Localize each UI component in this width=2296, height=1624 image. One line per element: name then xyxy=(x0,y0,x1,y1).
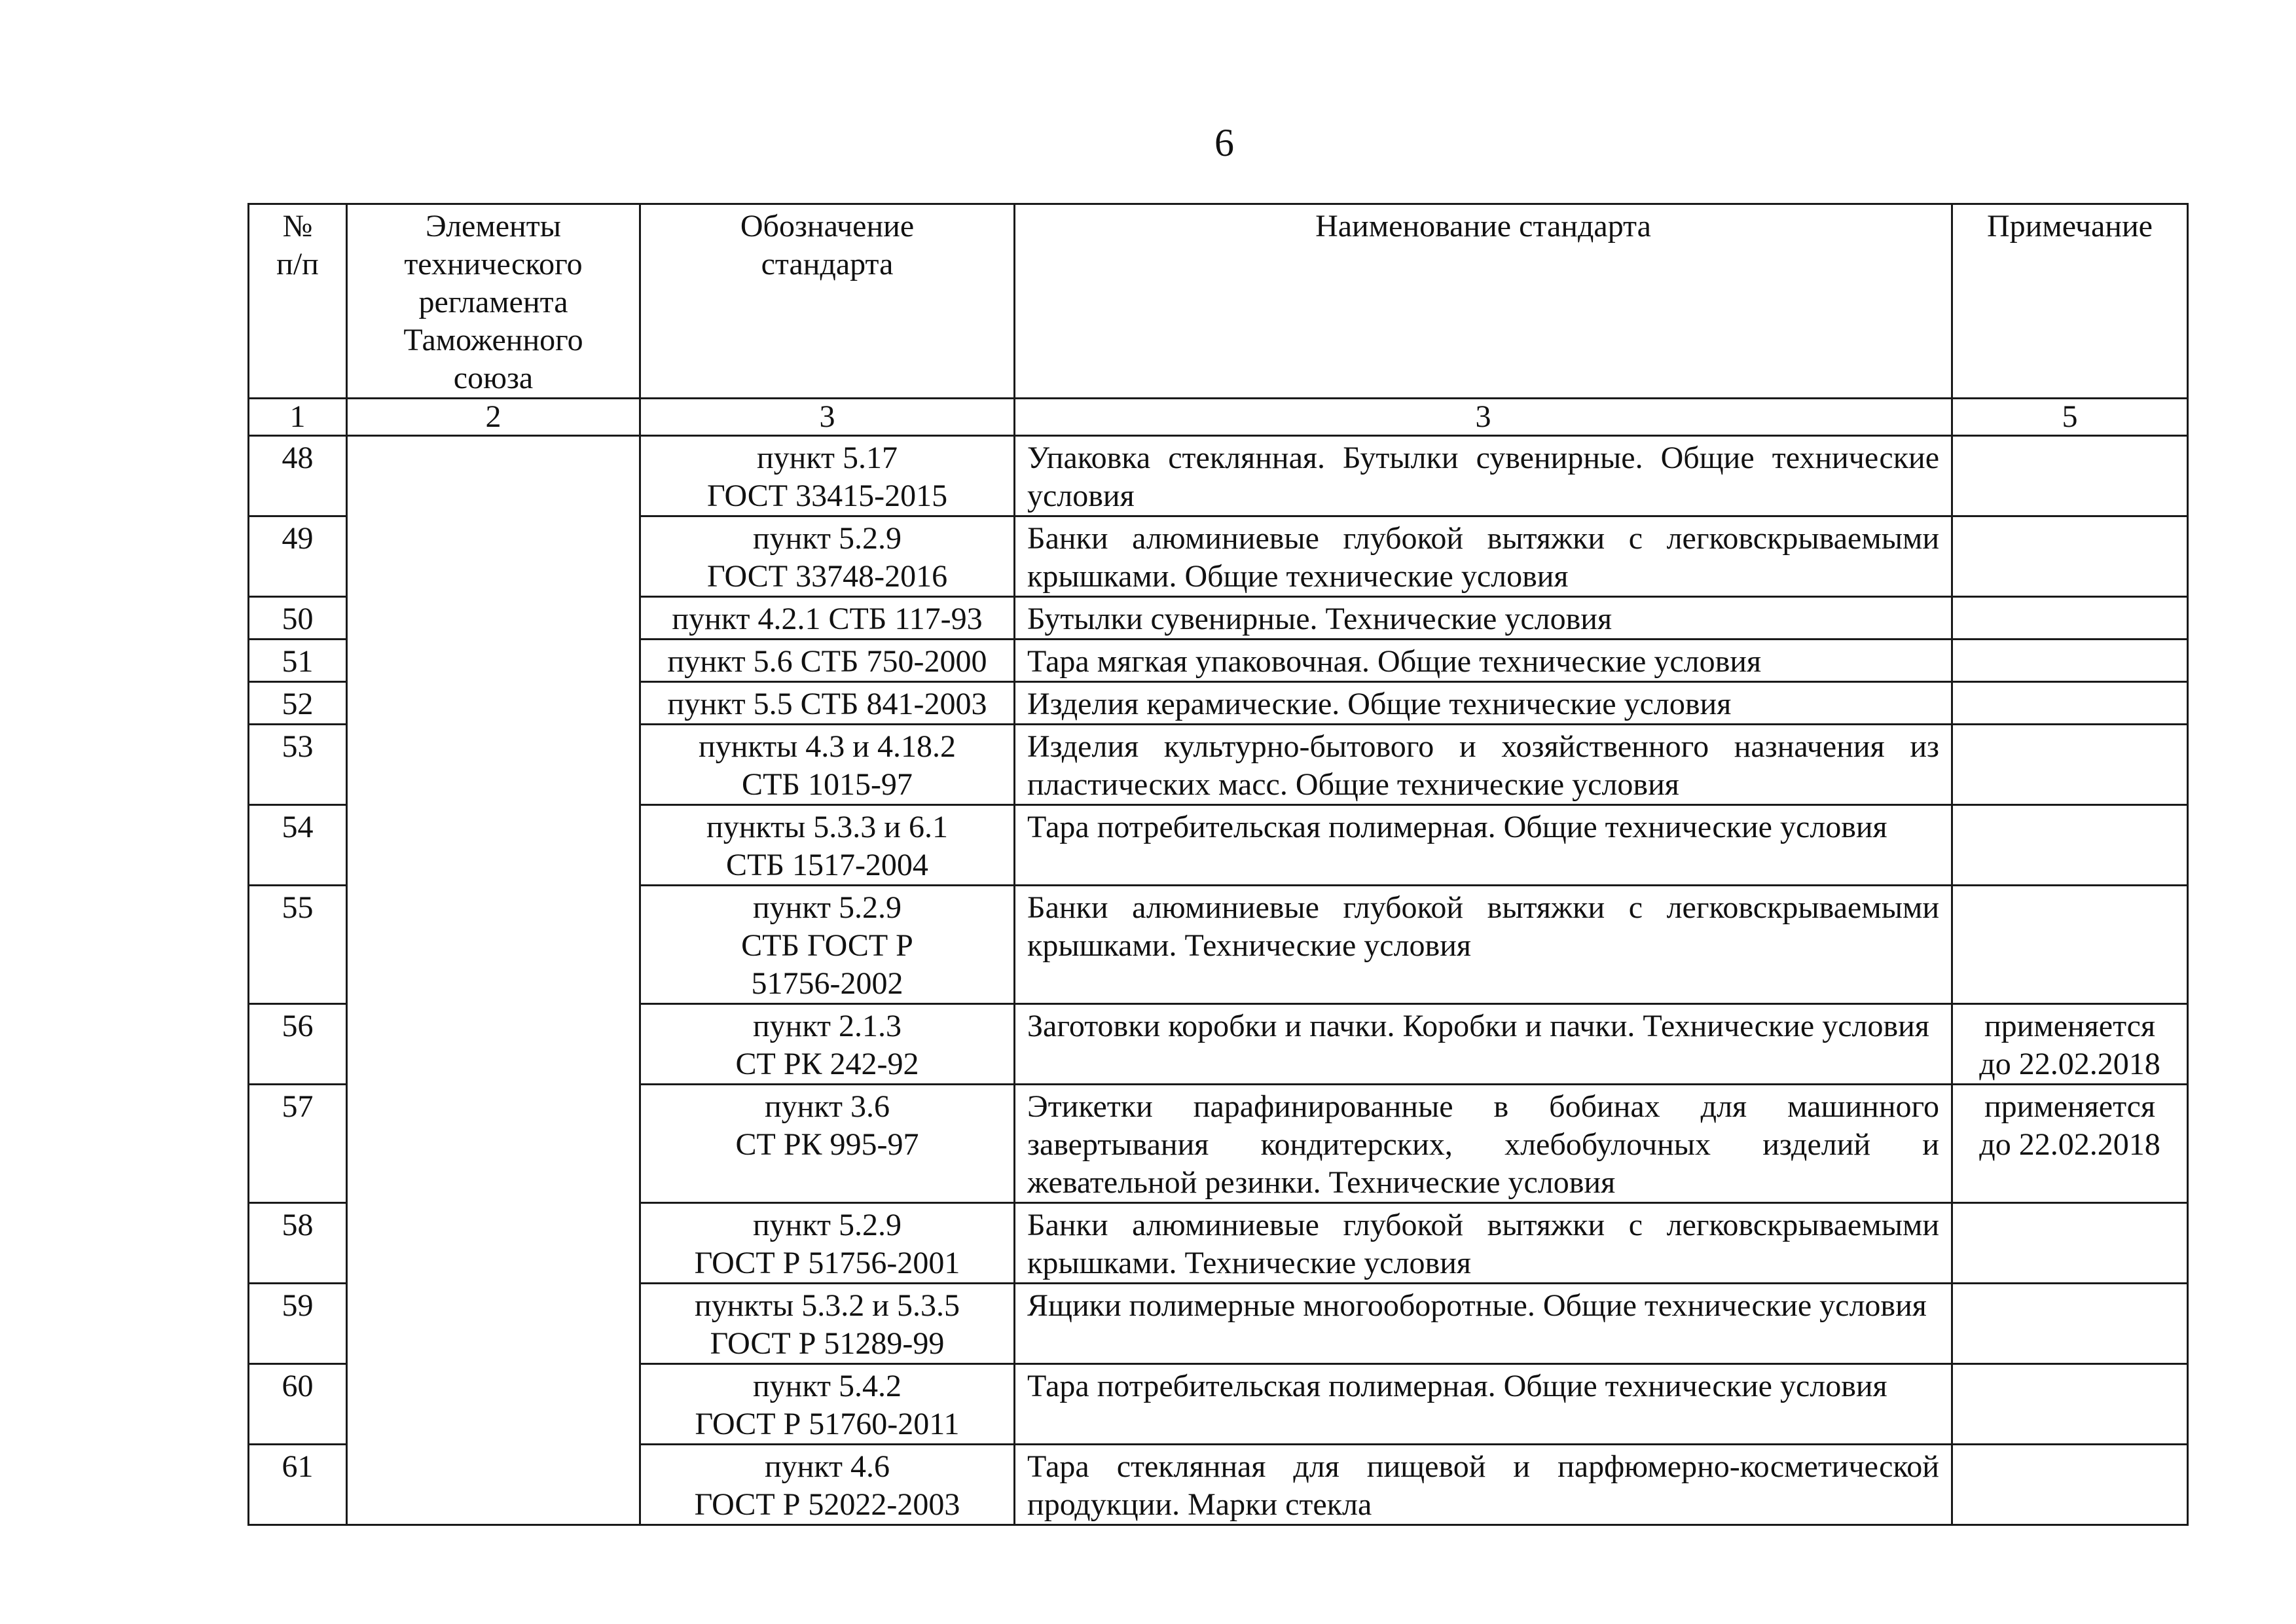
standard-designation xyxy=(640,1004,1015,1085)
standard-name: Тара мягкая упаковочная. Общие технические условия xyxy=(1015,640,1952,682)
header-designation-line: Обозначение xyxy=(740,209,915,244)
row-number: 53 xyxy=(249,725,347,805)
row-number: 55 xyxy=(249,886,347,1004)
standards-table xyxy=(247,203,2189,1526)
note xyxy=(1952,516,2188,597)
standard-name: Ящики полимерные многооборотные. Общие технические условия xyxy=(1015,1284,1952,1364)
header-designation-line: стандарта xyxy=(761,247,894,281)
column-number: 3 xyxy=(640,399,1015,436)
column-number: 5 xyxy=(1952,399,2188,436)
row-number: 50 xyxy=(249,597,347,640)
row-number: 57 xyxy=(249,1085,347,1203)
column-number: 3 xyxy=(1015,399,1952,436)
standard-name: Тара потребительская полимерная. Общие технические условия xyxy=(1015,1364,1952,1445)
table-row xyxy=(249,436,2188,516)
designation-line: ГОСТ Р 51289-99 xyxy=(710,1326,945,1361)
header-number-line: № xyxy=(282,209,313,244)
standard-designation xyxy=(640,682,1015,725)
standard-name: Тара стеклянная для пищевой и парфюмерно-косметической продукции. Марки стекла xyxy=(1015,1445,1952,1525)
standard-designation xyxy=(640,1085,1015,1203)
row-number: 58 xyxy=(249,1203,347,1284)
standard-name: Бутылки сувенирные. Технические условия xyxy=(1015,597,1952,640)
row-number: 51 xyxy=(249,640,347,682)
note xyxy=(1952,725,2188,805)
header-elements-line: союза xyxy=(453,361,534,395)
standard-designation xyxy=(640,640,1015,682)
designation-line: пункт 5.17 xyxy=(756,441,898,475)
designation-line: ГОСТ 33748-2016 xyxy=(706,559,948,594)
header-elements-line: Таможенного xyxy=(403,323,583,357)
header-elements-line: технического xyxy=(404,247,583,281)
designation-line: ГОСТ Р 51756-2001 xyxy=(694,1246,960,1280)
designation-line: пункт 3.6 xyxy=(764,1089,890,1124)
designation-line: пункты 5.3.3 и 6.1 xyxy=(706,810,948,844)
standard-name: Банки алюминиевые глубокой вытяжки с легковскрываемыми крышками. Технические условия xyxy=(1015,1203,1952,1284)
standard-designation xyxy=(640,436,1015,516)
technical-regulation-elements-cell xyxy=(347,436,640,1525)
row-number: 56 xyxy=(249,1004,347,1085)
row-number: 49 xyxy=(249,516,347,597)
note xyxy=(1952,1203,2188,1284)
note xyxy=(1952,597,2188,640)
header-designation xyxy=(640,204,1015,399)
note-line: применяется xyxy=(1984,1089,2156,1124)
standard-name: Этикетки парафинированные в бобинах для машинного завертывания кондитерских, хлебобулочных изделий и жевательной резинки. Технические условия xyxy=(1015,1085,1952,1203)
designation-line: пункт 5.2.9 xyxy=(752,1208,902,1242)
note xyxy=(1952,682,2188,725)
header-note: Примечание xyxy=(1952,204,2188,399)
standard-name: Заготовки коробки и пачки. Коробки и пачки. Технические условия xyxy=(1015,1004,1952,1085)
designation-line: пункт 4.2.1 СТБ 117-93 xyxy=(672,602,983,636)
standard-name: Изделия культурно-бытового и хозяйственного назначения из пластических масс. Общие технические условия xyxy=(1015,725,1952,805)
table-header-row xyxy=(249,204,2188,399)
standard-designation xyxy=(640,886,1015,1004)
designation-line: 51756-2002 xyxy=(751,966,903,1001)
designation-line: пункт 2.1.3 xyxy=(752,1009,902,1043)
designation-line: ГОСТ Р 52022-2003 xyxy=(694,1487,960,1522)
designation-line: ГОСТ 33415-2015 xyxy=(706,478,948,513)
note xyxy=(1952,1085,2188,1203)
standard-name: Изделия керамические. Общие технические условия xyxy=(1015,682,1952,725)
designation-line: пункты 5.3.2 и 5.3.5 xyxy=(695,1288,960,1323)
designation-line: пункты 4.3 и 4.18.2 xyxy=(699,729,956,764)
header-number-line: п/п xyxy=(276,247,319,281)
note xyxy=(1952,886,2188,1004)
standard-name: Упаковка стеклянная. Бутылки сувенирные. Общие технические условия xyxy=(1015,436,1952,516)
note xyxy=(1952,1004,2188,1085)
note-line: применяется xyxy=(1984,1009,2156,1043)
row-number: 48 xyxy=(249,436,347,516)
column-number-row xyxy=(249,399,2188,436)
designation-line: СТБ 1015-97 xyxy=(742,767,913,802)
designation-line: пункт 5.2.9 xyxy=(752,521,902,556)
standard-designation xyxy=(640,516,1015,597)
note xyxy=(1952,805,2188,886)
standard-designation xyxy=(640,725,1015,805)
header-elements xyxy=(347,204,640,399)
header-standard-name: Наименование стандарта xyxy=(1015,204,1952,399)
row-number: 59 xyxy=(249,1284,347,1364)
standard-designation xyxy=(640,1284,1015,1364)
designation-line: пункт 5.2.9 xyxy=(752,890,902,925)
standard-designation xyxy=(640,805,1015,886)
row-number: 52 xyxy=(249,682,347,725)
designation-line: СТ РК 242-92 xyxy=(735,1047,919,1081)
designation-line: ГОСТ Р 51760-2011 xyxy=(695,1407,960,1441)
standard-designation xyxy=(640,597,1015,640)
standard-name: Банки алюминиевые глубокой вытяжки с легковскрываемыми крышками. Технические условия xyxy=(1015,886,1952,1004)
page-number: 6 xyxy=(1214,121,1234,164)
standard-name: Банки алюминиевые глубокой вытяжки с легковскрываемыми крышками. Общие технические условия xyxy=(1015,516,1952,597)
designation-line: пункт 5.4.2 xyxy=(752,1369,902,1403)
header-number xyxy=(249,204,347,399)
row-number: 60 xyxy=(249,1364,347,1445)
standard-designation xyxy=(640,1203,1015,1284)
standard-name: Тара потребительская полимерная. Общие технические условия xyxy=(1015,805,1952,886)
note xyxy=(1952,1445,2188,1525)
note-line: до 22.02.2018 xyxy=(1979,1047,2160,1081)
standard-designation xyxy=(640,1364,1015,1445)
row-number: 54 xyxy=(249,805,347,886)
designation-line: пункт 5.5 СТБ 841-2003 xyxy=(667,687,987,721)
designation-line: СТ РК 995-97 xyxy=(735,1127,919,1162)
note xyxy=(1952,1364,2188,1445)
designation-line: СТБ ГОСТ Р xyxy=(741,928,913,963)
standard-designation xyxy=(640,1445,1015,1525)
row-number: 61 xyxy=(249,1445,347,1525)
header-elements-line: регламента xyxy=(418,285,568,319)
header-elements-line: Элементы xyxy=(426,209,561,244)
designation-line: пункт 5.6 СТБ 750-2000 xyxy=(667,644,987,679)
note xyxy=(1952,436,2188,516)
column-number: 2 xyxy=(347,399,640,436)
designation-line: пункт 4.6 xyxy=(764,1449,890,1484)
column-number: 1 xyxy=(249,399,347,436)
note-line: до 22.02.2018 xyxy=(1979,1127,2160,1162)
note xyxy=(1952,1284,2188,1364)
note xyxy=(1952,640,2188,682)
designation-line: СТБ 1517-2004 xyxy=(726,848,928,882)
